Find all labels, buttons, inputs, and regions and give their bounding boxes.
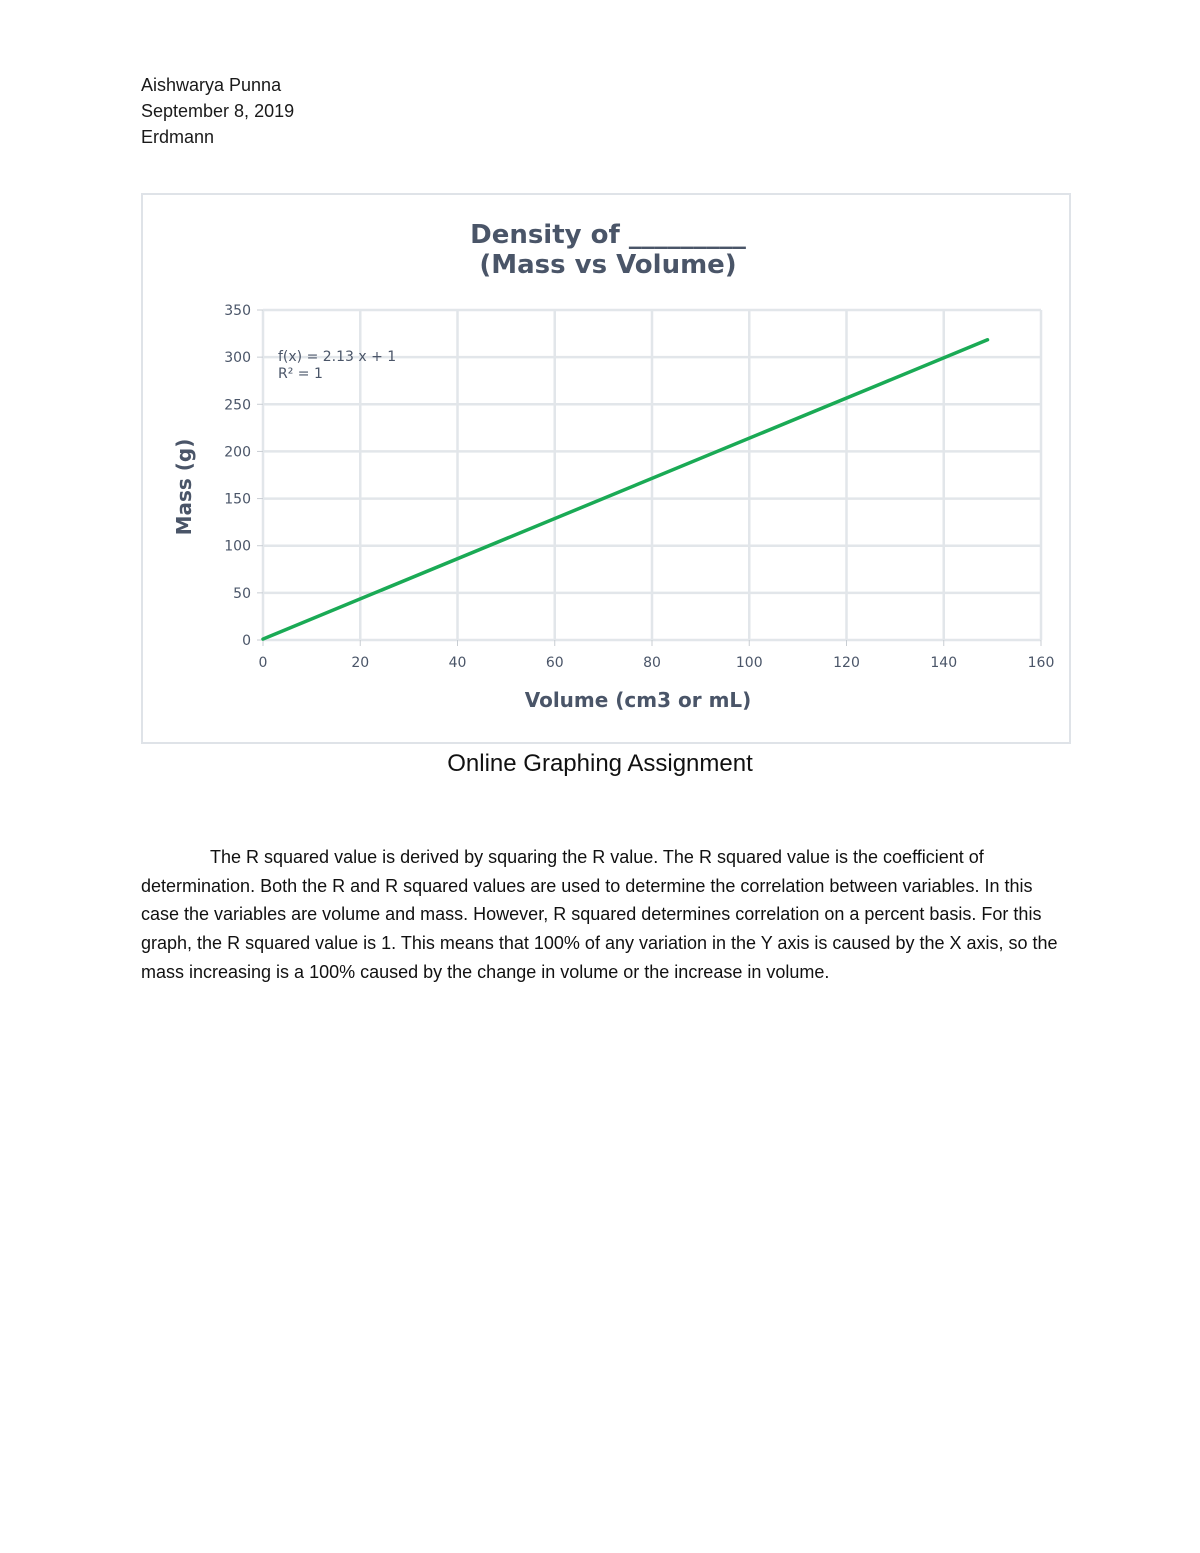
chart-series [263,340,988,639]
y-tick-label: 350 [224,303,251,319]
x-tick-label: 160 [1027,655,1055,671]
x-tick-label: 20 [351,655,370,671]
teacher-name: Erdmann [141,127,215,147]
x-tick-label: 140 [930,655,958,671]
y-axis-label: Mass (g) [172,438,196,536]
y-tick-label: 200 [224,444,251,461]
chart-title-line1: Density of _________ [470,220,746,250]
y-tick-label: 300 [224,350,251,367]
author-name: Aishwarya Punna [141,75,282,95]
y-tick-label: 250 [224,397,251,414]
x-tick-label: 0 [258,655,268,671]
trendline-equation: f(x) = 2.13 x + 1 [278,349,397,365]
explanation-paragraph: The R squared value is derived by squaring the R value. The R squared value is the coefficient of determination. Both the R and R squared values are used to determine the correlation between variables. In this case the variables are volume and mass. However, R squared determines correlation on a percent basis. For this graph, the R squared value is 1. This means that 100% of any variation in the Y axis is caused by the X axis, so the mass increasing is a 100% caused by the change in volume or the increase in volume. [141,847,1058,982]
document-date: September 8, 2019 [141,101,295,121]
series-line [263,340,988,639]
x-tick-label: 100 [735,655,763,671]
y-tick-label: 50 [233,585,251,602]
y-tick-label: 100 [224,538,251,555]
x-tick-label: 60 [545,655,564,671]
y-tick-label: 150 [224,491,251,508]
chart-title-line2: (Mass vs Volume) [479,250,737,280]
density-chart [141,193,1071,744]
chart-container [141,193,1071,744]
x-tick-label: 80 [643,655,661,671]
x-tick-label: 120 [833,655,860,671]
document-header [141,72,294,150]
r-squared-label: R² = 1 [278,366,323,382]
y-tick-label: 0 [242,633,251,649]
x-tick-label: 40 [448,655,467,671]
x-axis-label: Volume (cm3 or mL) [524,688,752,712]
chart-caption: Online Graphing Assignment [447,750,753,777]
